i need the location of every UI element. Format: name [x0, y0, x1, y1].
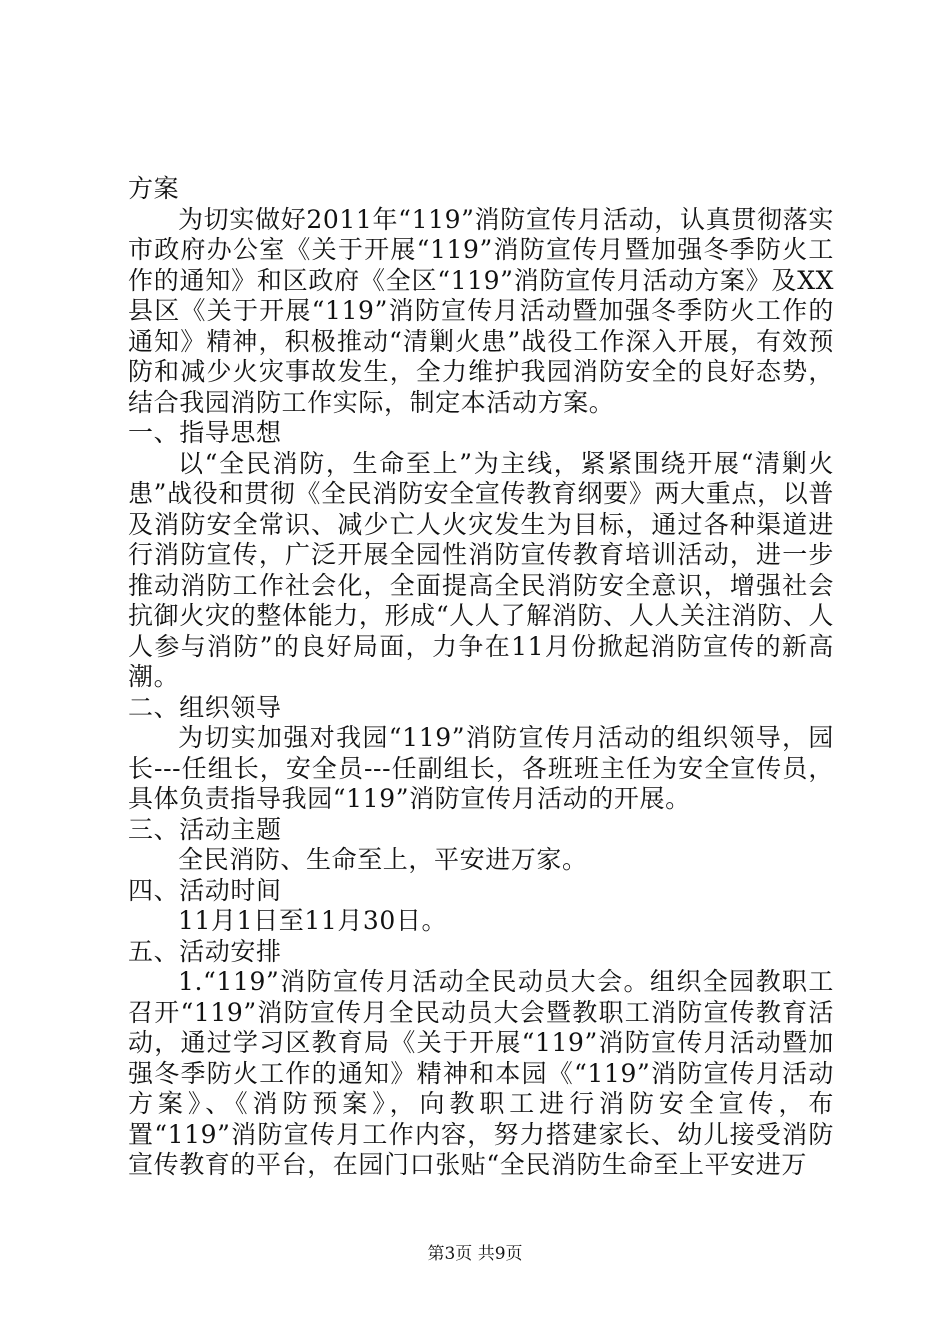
- paragraph-time: 11月1日至11月30日。: [178, 906, 448, 935]
- page-number-footer: 第3页 共9页: [427, 1244, 523, 1264]
- paragraph-theme: 全民消防、生命至上，平安进万家。: [178, 845, 588, 874]
- section-heading-organization: 二、组织领导: [128, 692, 282, 722]
- paragraph-arrangement-1: 1.“119”消防宣传月活动全民动员大会。组织全园教职工召开“119”消防宣传月全民动员大会暨教职工消防宣传教育活动，通过学习区教育局《关于开展“119”消防宣传月活动暨加强冬季防火工作的通知》精神和本园《“119”消防宣传月活动方案》、《消防预案》，向教职工进行消防安全宣传，布置“119”消防宣传月工作内容，努力搭建家长、幼儿接受消防宣传教育的平台，在园门口张贴“全民消防生命至上平安进万: [128, 967, 834, 1179]
- paragraph-title-tail: 方案: [128, 174, 180, 203]
- section-heading-theme: 三、活动主题: [128, 814, 282, 844]
- paragraph-intro: 为切实做好2011年“119”消防宣传月活动，认真贯彻落实市政府办公室《关于开展“119”消防宣传月暨加强冬季防火工作的通知》和区政府《全区“119”消防宣传月活动方案》及XX县区《关于开展“119”消防宣传月活动暨加强冬季防火工作的通知》精神，积极推动“清剿火患”战役工作深入开展，有效预防和减少火灾事故发生，全力维护我园消防安全的良好态势，结合我园消防工作实际，制定本活动方案。: [128, 204, 834, 417]
- section-heading-arrangement: 五、活动安排: [128, 936, 282, 966]
- document-body: [128, 174, 834, 1181]
- paragraph-organization: 为切实加强对我园“119”消防宣传月活动的组织领导，园长---任组长，安全员---任副组长，各班班主任为安全宣传员，具体负责指导我园“119”消防宣传月活动的开展。: [128, 723, 834, 813]
- section-heading-time: 四、活动时间: [128, 875, 282, 905]
- paragraph-guiding-thought: 以“全民消防，生命至上”为主线，紧紧围绕开展“清剿火患”战役和贯彻《全民消防安全宣传教育纲要》两大重点，以普及消防安全常识、减少亡人火灾发生为目标，通过各种渠道进行消防宣传，广泛开展全园性消防宣传教育培训活动，进一步推动消防工作社会化，全面提高全民消防安全意识，增强社会抗御火灾的整体能力，形成“人人了解消防、人人关注消防、人人参与消防”的良好局面，力争在11月份掀起消防宣传的新高潮。: [128, 448, 834, 691]
- section-heading-guiding-thought: 一、指导思想: [128, 418, 282, 447]
